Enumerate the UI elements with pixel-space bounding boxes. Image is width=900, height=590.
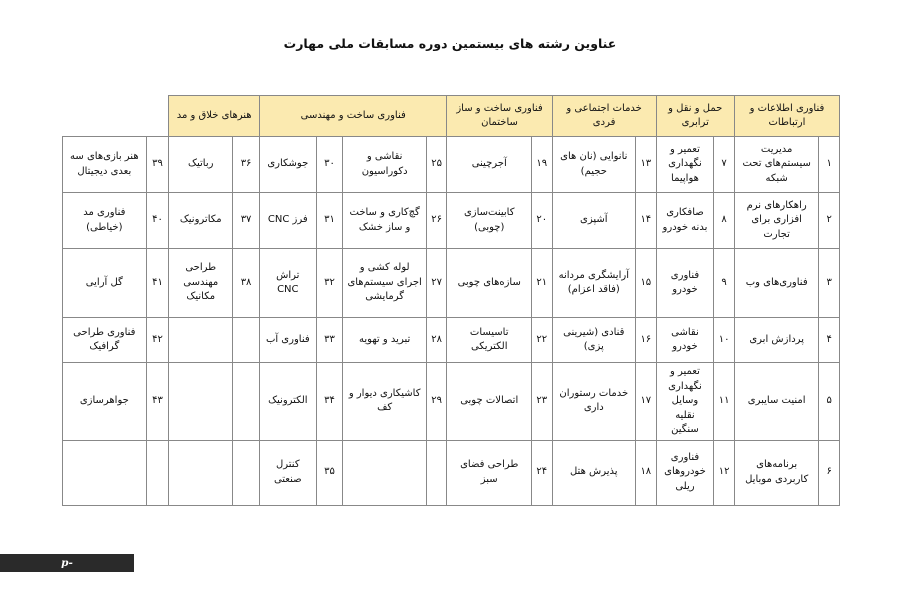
field-name: نقاشی خودرو	[656, 318, 714, 363]
field-name: تاسیسات الکتریکی	[447, 318, 532, 363]
header-construction: فناوری ساخت و ساز ساختمان	[447, 96, 552, 137]
field-name	[169, 318, 233, 363]
field-number: ۱۳	[636, 137, 657, 193]
field-name: مکاترونیک	[169, 193, 233, 249]
field-number: ۳۸	[233, 249, 260, 318]
field-number: ۳۲	[316, 249, 343, 318]
field-name: طراحی مهندسی مکانیک	[169, 249, 233, 318]
field-number: ۳۵	[316, 440, 343, 505]
field-number: ۲۷	[426, 249, 447, 318]
competition-fields-table	[62, 95, 840, 506]
field-name: فناوری آب	[259, 318, 316, 363]
field-number: ۱۷	[636, 363, 657, 441]
field-name: نانوایی (نان های حجیم)	[552, 137, 635, 193]
field-name: گل آرایی	[63, 249, 147, 318]
field-number: ۱۶	[636, 318, 657, 363]
field-name	[169, 440, 233, 505]
field-name: پردازش ابری	[734, 318, 819, 363]
field-name: فناوری خودروهای ریلی	[656, 440, 714, 505]
field-name	[63, 440, 147, 505]
field-number: ۷	[714, 137, 735, 193]
table-row	[63, 363, 840, 441]
field-name: طراحی فضای سبز	[447, 440, 532, 505]
field-number: ۳۱	[316, 193, 343, 249]
field-number: ۱۴	[636, 193, 657, 249]
field-name: جوشکاری	[259, 137, 316, 193]
field-name: قنادی (شیرینی پزی)	[552, 318, 635, 363]
field-name: راهکارهای نرم افزاری برای تجارت	[734, 193, 819, 249]
field-number: ۱۸	[636, 440, 657, 505]
field-number: ۲۲	[531, 318, 552, 363]
field-name: امنیت سایبری	[734, 363, 819, 441]
field-name: برنامه‌های کاربردی موبایل	[734, 440, 819, 505]
field-number	[233, 318, 260, 363]
field-name: تعمیر و نگهداری هواپیما	[656, 137, 714, 193]
field-number: ۱۵	[636, 249, 657, 318]
field-number: ۲	[819, 193, 840, 249]
field-number: ۱۱	[714, 363, 735, 441]
field-name: پذیرش هتل	[552, 440, 635, 505]
table-row	[63, 440, 840, 505]
field-name: نقاشی و دکوراسیون	[343, 137, 426, 193]
field-name: اتصالات چوبی	[447, 363, 532, 441]
field-number: ۹	[714, 249, 735, 318]
field-number: ۳۰	[316, 137, 343, 193]
field-number: ۴۲	[146, 318, 169, 363]
field-name: کابینت‌سازی (چوبی)	[447, 193, 532, 249]
field-name: جواهرسازی	[63, 363, 147, 441]
field-name	[343, 440, 426, 505]
field-number: ۳۹	[146, 137, 169, 193]
field-name: آرایشگری مردانه (فاقد اعزام)	[552, 249, 635, 318]
field-name: صافکاری بدنه خودرو	[656, 193, 714, 249]
field-name: آشپزی	[552, 193, 635, 249]
field-number: ۲۰	[531, 193, 552, 249]
field-name: گچ‌کاری و ساخت و ساز خشک	[343, 193, 426, 249]
table-row	[63, 137, 840, 193]
field-name: فناوری مد (خیاطی)	[63, 193, 147, 249]
field-name: لوله کشی و اجرای سیستم‌های گرمایشی	[343, 249, 426, 318]
field-name: تبرید و تهویه	[343, 318, 426, 363]
field-name: فناوری طراحی گرافیک	[63, 318, 147, 363]
field-number: ۳۴	[316, 363, 343, 441]
field-number: ۲۴	[531, 440, 552, 505]
header-row	[63, 96, 840, 137]
header-manufacturing: فناوری ساخت و مهندسی	[259, 96, 447, 137]
table-row	[63, 249, 840, 318]
field-number: ۴	[819, 318, 840, 363]
field-name: خدمات رستوران داری	[552, 363, 635, 441]
field-name: تراش CNC	[259, 249, 316, 318]
field-name: فرز CNC	[259, 193, 316, 249]
field-number: ۱۰	[714, 318, 735, 363]
field-number: ۵	[819, 363, 840, 441]
header-creative-arts: هنرهای خلاق و مد	[169, 96, 260, 137]
field-name: کنترل صنعتی	[259, 440, 316, 505]
field-number: ۲۱	[531, 249, 552, 318]
field-number: ۴۱	[146, 249, 169, 318]
field-number: ۳۶	[233, 137, 260, 193]
field-number: ۱۲	[714, 440, 735, 505]
field-name	[169, 363, 233, 441]
field-name: هنر بازی‌های سه بعدی دیجیتال	[63, 137, 147, 193]
table-row	[63, 193, 840, 249]
field-number: ۲۸	[426, 318, 447, 363]
field-name: الکترونیک	[259, 363, 316, 441]
field-number: ۳۷	[233, 193, 260, 249]
field-number	[146, 440, 169, 505]
field-number: ۲۶	[426, 193, 447, 249]
field-number: ۱	[819, 137, 840, 193]
header-social-services: خدمات اجتماعی و فردی	[552, 96, 656, 137]
field-name: سازه‌های چوبی	[447, 249, 532, 318]
site-watermark: p-bandarabas.nus.ac.ir	[0, 554, 134, 572]
field-number: ۴۰	[146, 193, 169, 249]
field-name: رباتیک	[169, 137, 233, 193]
header-ict: فناوری اطلاعات و ارتباطات	[734, 96, 839, 137]
field-number: ۶	[819, 440, 840, 505]
field-number	[233, 363, 260, 441]
field-name: آجرچینی	[447, 137, 532, 193]
field-number: ۳۳	[316, 318, 343, 363]
field-name: مدیریت سیستم‌های تحت شبکه	[734, 137, 819, 193]
field-number: ۲۳	[531, 363, 552, 441]
field-name: تعمیر و نگهداری وسایل نقلیه سنگین	[656, 363, 714, 441]
header-transport: حمل و نقل و ترابری	[656, 96, 734, 137]
field-name: کاشیکاری دیوار و کف	[343, 363, 426, 441]
field-number: ۱۹	[531, 137, 552, 193]
field-name: فناوری‌های وب	[734, 249, 819, 318]
field-number	[233, 440, 260, 505]
field-number: ۲۹	[426, 363, 447, 441]
field-number	[426, 440, 447, 505]
field-number: ۳	[819, 249, 840, 318]
page-title: عناوین رشته های بیستمین دوره مسابقات ملی مهارت	[283, 36, 617, 51]
field-number: ۲۵	[426, 137, 447, 193]
field-name: فناوری خودرو	[656, 249, 714, 318]
field-number: ۸	[714, 193, 735, 249]
table-row	[63, 318, 840, 363]
field-number: ۴۳	[146, 363, 169, 441]
